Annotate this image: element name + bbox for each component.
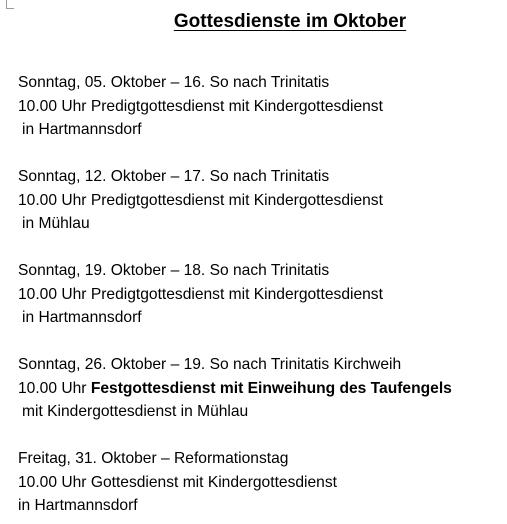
page-title: Gottesdienste im Oktober [173, 11, 407, 32]
entry-date: Sonntag, 26. Oktober – 19. So nach Trinitatis Kirchweih [18, 356, 402, 373]
entry-date: Sonntag, 19. Oktober – 18. So nach Trinitatis [18, 262, 330, 279]
entry-service [18, 377, 503, 401]
entry-place: in Hartmannsdorf [18, 497, 138, 514]
entry-place: in Hartmannsdorf [22, 121, 142, 138]
entry-service: 10.00 Uhr Gottesdienst mit Kindergottesdienst [18, 473, 337, 491]
entry-date: Sonntag, 12. Oktober – 17. So nach Trinitatis [18, 168, 330, 185]
service-entry [18, 71, 503, 142]
entry-place: in Mühlau [22, 215, 90, 232]
entry-date: Freitag, 31. Oktober – Reformationstag [18, 450, 289, 467]
entry-service-time: 10.00 Uhr [18, 379, 87, 397]
entry-service-highlight: Festgottesdienst mit Einweihung des Taufengels [90, 379, 452, 397]
page-corner-mark [6, 0, 14, 9]
entry-service: 10.00 Uhr Predigtgottesdienst mit Kindergottesdienst [18, 97, 383, 115]
entry-place: mit Kindergottesdienst in Mühlau [22, 403, 249, 420]
service-list [18, 71, 503, 518]
entry-date: Sonntag, 05. Oktober – 16. So nach Trinitatis [18, 74, 330, 91]
service-entry [18, 259, 503, 330]
entry-place: in Hartmannsdorf [22, 309, 142, 326]
entry-service: 10.00 Uhr Predigtgottesdienst mit Kindergottesdienst [18, 285, 383, 303]
service-entry [18, 447, 503, 518]
entry-service: 10.00 Uhr Predigtgottesdienst mit Kindergottesdienst [18, 191, 383, 209]
service-entry [18, 165, 503, 236]
service-entry [18, 353, 503, 424]
